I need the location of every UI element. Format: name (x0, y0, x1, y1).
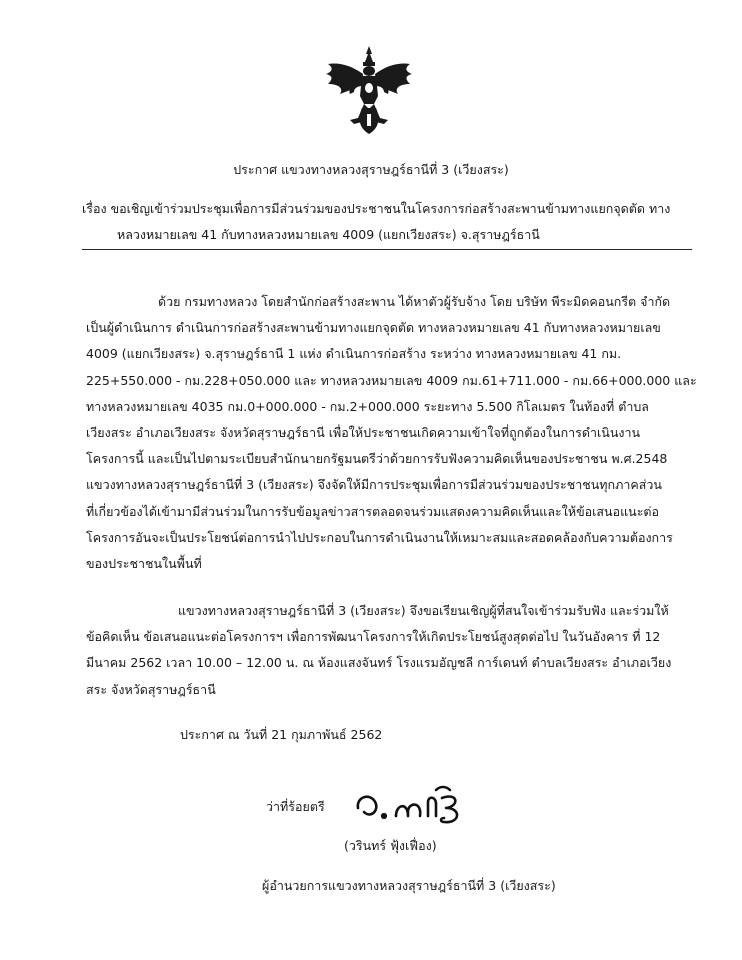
paragraph-line: ที่เกี่ยวข้องได้เข้ามามีส่วนร่วมในการรับข้อมูลข่าวสารตลอดจนร่วมแสดงความคิดเห็นและให้ข้อเสนอแนะต่อ (86, 503, 660, 519)
paragraph-line: มีนาคม 2562 เวลา 10.00 – 12.00 น. ณ ห้องแสงจันทร์ โรงแรมอัญชลี การ์เดนท์ ตำบลเวียงสระ อำเภอเวียง (86, 655, 672, 671)
paragraph-line: แขวงทางหลวงสุราษฎร์ธานีที่ 3 (เวียงสระ) จึงจัดให้มีการประชุมเพื่อการมีส่วนร่วมของประชาชนทุกภาคส่วน (86, 477, 662, 493)
paragraph-line: ด้วย กรมทางหลวง โดยสำนักก่อสร้างสะพาน ได้หาตัวผู้รับจ้าง โดย บริษัท พีระมิดคอนกรีต จำกัด (158, 294, 671, 309)
paragraph-line: เวียงสระ อำเภอเวียงสระ จังหวัดสุราษฎร์ธานี เพื่อให้ประชาชนเกิดความเข้าใจที่ถูกต้องในการดำเนินงาน (86, 425, 641, 441)
body-paragraph (86, 598, 696, 703)
body-paragraph (86, 289, 696, 577)
paragraph-line: โครงการอันจะเป็นประโยชน์ต่อการนำไปประกอบในการดำเนินงานให้เหมาะสมและสอดคล้องกับความต้องการ (86, 529, 673, 545)
paragraph-line: สระ จังหวัดสุราษฎร์ธานี (86, 681, 216, 697)
paragraph-line: 4009 (แยกเวียงสระ) จ.สุราษฎร์ธานี 1 แห่ง ดำเนินการก่อสร้าง ระหว่าง ทางหลวงหมายเลข 41 กม. (86, 346, 622, 362)
paragraph-line: แขวงทางหลวงสุราษฎร์ธานีที่ 3 (เวียงสระ) จึงขอเรียนเชิญผู้ที่สนใจเข้าร่วมรับฟัง และร่วมให้ (178, 603, 669, 618)
signer-rank: ว่าที่ร้อยตรี (266, 799, 325, 814)
paragraph-line: ข้อคิดเห็น ข้อเสนอแนะต่อโครงการฯ เพื่อการพัฒนาโครงการให้เกิดประโยชน์สูงสุดต่อไป ในวันอังคาร ที่ 12 (86, 629, 661, 645)
paragraph-line: ทางหลวงหมายเลข 4035 กม.0+000.000 - กม.2+000.000 ระยะทาง 5.500 กิโลเมตร ในท้องที่ ตำบล (86, 398, 649, 414)
subject (82, 196, 692, 248)
paragraph-line: ของประชาชนในพื้นที่ (86, 556, 202, 572)
signer-name: (วรินทร์ ฟุ้งเฟื่อง) (344, 838, 437, 853)
signer-position: ผู้อำนวยการแขวงทางหลวงสุราษฎร์ธานีที่ 3 (เวียงสระ) (262, 878, 556, 893)
divider (82, 249, 692, 250)
handwritten-signature (350, 782, 470, 830)
subject-line: หลวงหมายเลข 41 กับทางหลวงหมายเลข 4009 (แยกเวียงสระ) จ.สุราษฎร์ธานี (117, 227, 540, 242)
paragraph-line: โครงการนี้ และเป็นไปตามระเบียบสำนักนายกรัฐมนตรีว่าด้วยการรับฟังความคิดเห็นของประชาชน พ.ศ.2548 (86, 451, 668, 467)
garuda-emblem-icon (322, 44, 416, 136)
paragraph-line: เป็นผู้ดำเนินการ ดำเนินการก่อสร้างสะพานข้ามทางแยกจุดตัด ทางหลวงหมายเลข 41 กับทางหลวงหมายเลข (86, 320, 661, 336)
subject-line: เรื่อง ขอเชิญเข้าร่วมประชุมเพื่อการมีส่วนร่วมของประชาชนในโครงการก่อสร้างสะพานข้ามทางแยกจุดตัด ทาง (82, 201, 671, 216)
page-title: ประกาศ แขวงทางหลวงสุราษฎร์ธานีที่ 3 (เวียงสระ) (233, 162, 509, 177)
announced-date: ประกาศ ณ วันที่ 21 กุมภาพันธ์ 2562 (180, 727, 383, 742)
paragraph-line: 225+550.000 - กม.228+050.000 และ ทางหลวงหมายเลข 4009 กม.61+711.000 - กม.66+000.000 และ (86, 372, 697, 388)
